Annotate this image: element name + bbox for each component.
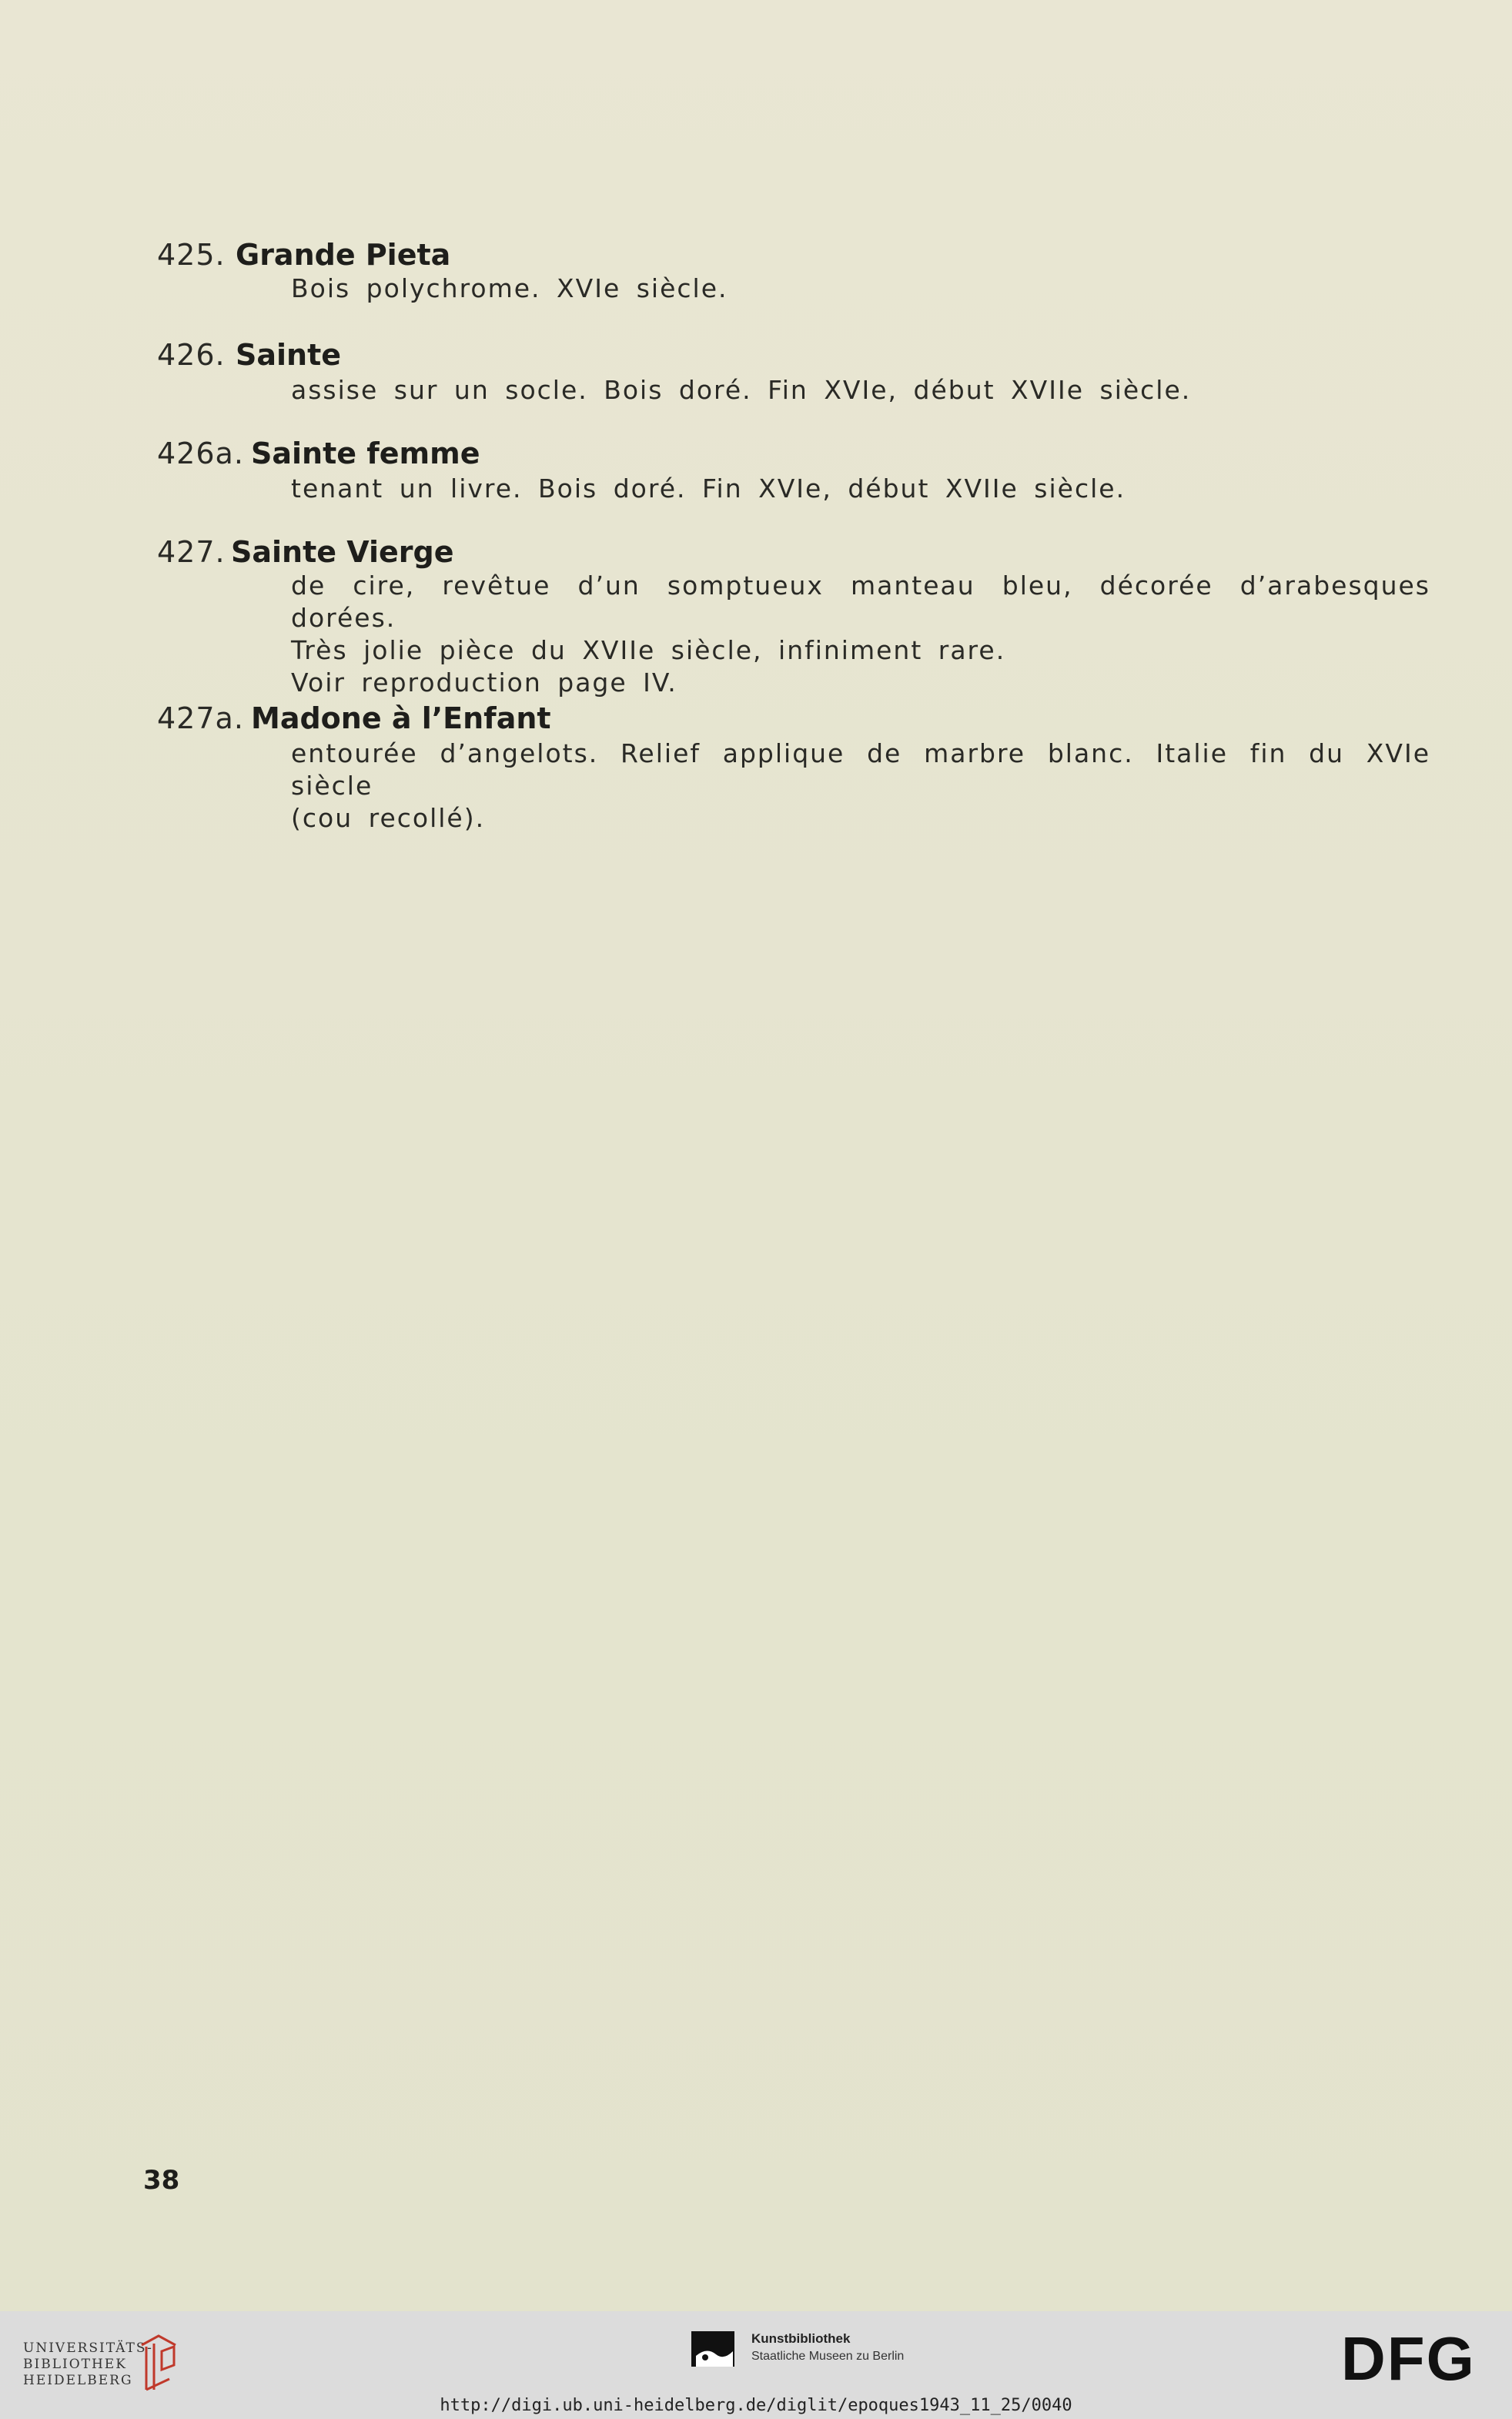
ub-wordmark-line: HEIDELBERG xyxy=(23,2373,133,2388)
entry-number: 427a. xyxy=(157,701,244,735)
ub-wordmark-line: UNIVERSITÄTS- xyxy=(23,2340,153,2356)
ub-wordmark-line: BIBLIOTHEK xyxy=(23,2357,127,2372)
digitization-footer xyxy=(0,2311,1512,2419)
entry-description xyxy=(291,570,1430,699)
entry-title: Sainte Vierge xyxy=(231,535,454,569)
entry-description xyxy=(291,374,1430,407)
entry-number: 426. xyxy=(157,338,226,372)
catalog-entry-425 xyxy=(157,237,1427,306)
description-line: (cou recollé). xyxy=(291,803,486,833)
ub-heidelberg-logo-icon xyxy=(135,2330,182,2394)
entry-number: 425. xyxy=(157,238,226,272)
description-line: de cire, revêtue d’un somptueux manteau bleu, décorée d’arabesques dorées. xyxy=(291,570,1430,633)
description-line: assise sur un socle. Bois doré. Fin XVIe, début XVIIe siècle. xyxy=(291,375,1192,405)
description-line: Très jolie pièce du XVIIe siècle, infiniment rare. xyxy=(291,635,1006,665)
catalog-entry-426a xyxy=(157,436,1427,507)
description-line: tenant un livre. Bois doré. Fin XVIe, début XVIIe siècle. xyxy=(291,473,1126,504)
ub-heidelberg-wordmark xyxy=(23,2340,153,2389)
entry-description xyxy=(291,738,1430,835)
catalog-entry-427a xyxy=(157,701,1430,833)
dfg-logo: DFG xyxy=(1341,2324,1476,2393)
description-line: Bois polychrome. XVIe siècle. xyxy=(291,273,728,303)
entry-description xyxy=(291,473,1430,505)
page-number: 38 xyxy=(143,2165,180,2196)
kunstbibliothek-logo-icon xyxy=(690,2330,736,2373)
entry-title: Sainte xyxy=(236,338,342,372)
kunstbibliothek-subtitle: Staatliche Museen zu Berlin xyxy=(751,2350,905,2363)
entry-number: 426a. xyxy=(157,437,244,470)
kunstbibliothek-title: Kunstbibliothek xyxy=(751,2331,851,2346)
description-line: Voir reproduction page IV. xyxy=(291,667,677,698)
entry-description xyxy=(291,273,1430,305)
source-url[interactable]: http://digi.ub.uni-heidelberg.de/diglit/epoques1943_11_25/0040 xyxy=(440,2396,1072,2415)
entry-title: Grande Pieta xyxy=(236,238,451,272)
description-line: entourée d’angelots. Relief applique de marbre blanc. Italie fin du XVIe siècle xyxy=(291,738,1430,801)
catalog-entry-426 xyxy=(157,337,1427,407)
entry-title: Madone à l’Enfant xyxy=(251,701,551,735)
entry-number: 427. xyxy=(157,535,226,569)
catalog-entry-427 xyxy=(157,534,1430,698)
entry-title: Sainte femme xyxy=(251,437,480,470)
